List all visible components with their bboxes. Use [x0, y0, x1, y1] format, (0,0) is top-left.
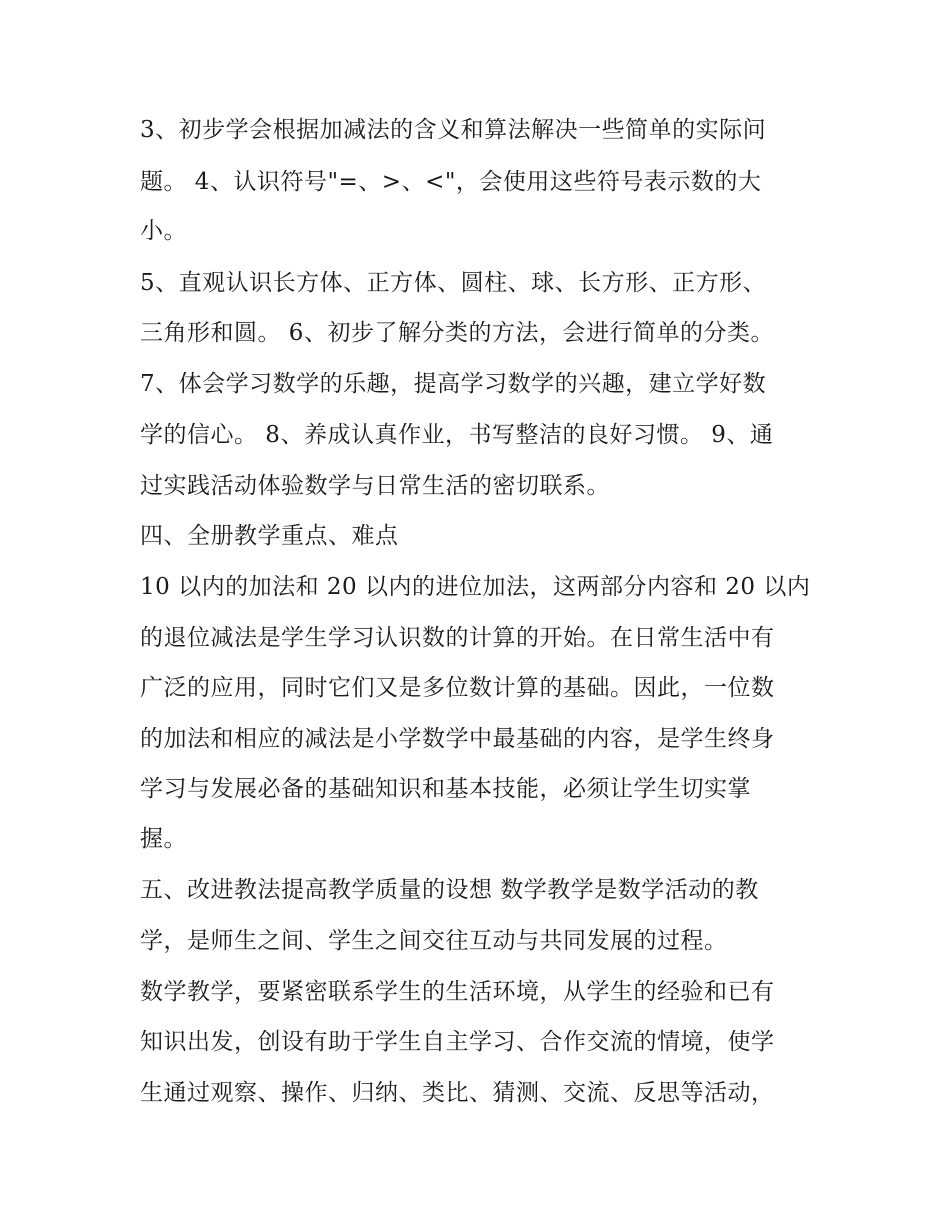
- text-line: 学的信心。 8、养成认真作业，书写整洁的良好习惯。 9、通: [140, 422, 774, 448]
- text-line: 广泛的应用，同时它们又是多位数计算的基础。因此，一位数: [140, 675, 775, 701]
- text-line: 学习与发展必备的基础知识和基本技能，必须让学生切实掌: [140, 776, 751, 802]
- text-line: 的退位减法是学生学习认识数的计算的开始。在日常生活中有: [140, 625, 775, 651]
- text-line: 10 以内的加法和 20 以内的进位加法，这两部分内容和 20 以内: [140, 574, 811, 600]
- text-line: 三角形和圆。 6、初步了解分类的方法，会进行简单的分类。: [140, 320, 774, 346]
- text-line: 知识出发，创设有助于学生自主学习、合作交流的情境，使学: [140, 1029, 775, 1055]
- text-line: 数学教学，要紧密联系学生的生活环境，从学生的经验和已有: [140, 979, 775, 1005]
- text-line: 握。: [140, 826, 187, 852]
- text-line: 3、初步学会根据加减法的含义和算法解决一些简单的实际问: [140, 117, 767, 143]
- text-line: 5、直观认识长方体、正方体、圆柱、球、长方形、正方形、: [140, 270, 767, 296]
- section-heading: 五、改进教法提高教学质量的设想 数学教学是数学活动的教: [140, 877, 759, 903]
- text-line: 题。 4、认识符号"=、>、<"，会使用这些符号表示数的大: [140, 169, 762, 195]
- text-line: 小。: [140, 218, 187, 244]
- text-line: 的加法和相应的减法是小学数学中最基础的内容，是学生终身: [140, 726, 775, 752]
- text-line: 7、体会学习数学的乐趣，提高学习数学的兴趣，建立学好数: [140, 371, 767, 397]
- text-line: 学，是师生之间、学生之间交往互动与共同发展的过程。: [140, 928, 728, 954]
- text-line: 过实践活动体验数学与日常生活的密切联系。: [140, 473, 610, 499]
- text-line: 生通过观察、操作、归纳、类比、猜测、交流、反思等活动，: [140, 1080, 775, 1106]
- section-heading: 四、全册教学重点、难点: [140, 523, 399, 549]
